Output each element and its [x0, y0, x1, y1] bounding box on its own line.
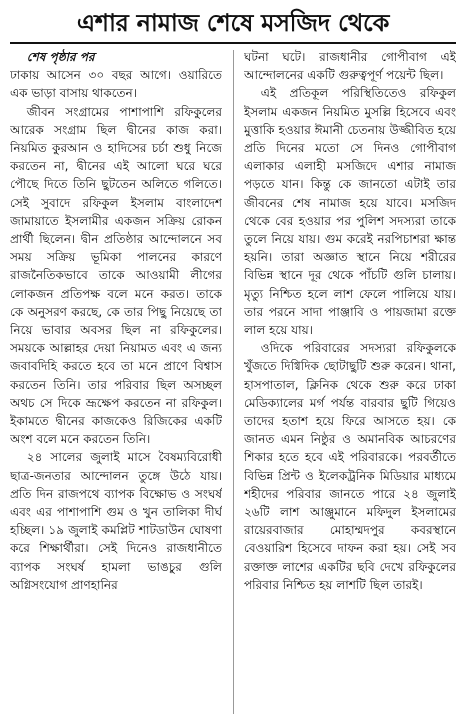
headline: এশার নামাজ শেষে মসজিদ থেকে [76, 9, 390, 37]
paragraph: এই প্রতিকূল পরিস্থিতিতেও রফিকুল ইসলাম একজন নিয়মিত মুসল্লি হিসেবে এবং মুত্তাকি হওয়ার ঈমানী চেতনায় উজ্জীবিত হয়ে প্রতি দিনের মতো সে দিনও গোপীবাগ এলাকার এলাহী মসজিদে এশার নামাজ পড়তে যান। কিন্তু কে জানতো এটাই তার জীবনের শেষ নামাজ হয়ে যাবে। মসজিদ থেকে বের হওয়ার পর পুলিশ সদস্যরা তাকে তুলে নিয়ে যায়। গুম করেই নরপিচাশরা ক্ষান্ত হয়নি। তারা অজ্ঞাত স্থানে নিয়ে শরীরের বিভিন্ন স্থানে দূর থেকে পাঁচটি গুলি চালায়। মৃত্যু নিশ্চিত হলে লাশ ফেলে পালিয়ে যায়। তার পরনে সাদা পাঞ্জাবি ও পায়জামা রক্তে লাল হয়ে যায়। [244, 86, 456, 338]
paragraph: ঢাকায় আসেন ৩০ বছর আগে। ওয়ারিতে এক ভাড়া বাসায় থাকতেন। [10, 68, 222, 101]
paragraph: জীবন সংগ্রামের পাশাপাশি রফিকুলের আরেক সংগ্রাম ছিল দ্বীনের কাজ করা। নিয়মিত কুরআন ও হাদিসের চর্চা শুধু নিজে করতেন না, দ্বীনের এই আলো ঘরে ঘরে পৌছে দিতে তিনি ছুটতেন অলিতে গলিতে। সেই সুবাদে রফিকুল ইসলাম বাংলাদেশ জামায়াতে ইসলামীর একজন সক্রিয় রোকন প্রার্থী ছিলেন। দ্বীন প্রতিষ্ঠার আন্দোলনে সব সময় সক্রিয় ভূমিকা পালনের কারণে রাজনৈতিকভাবে তাকে আওয়ামী লীগের লোকজন প্রতিপক্ষ বলে মনে করত। তাকে কে অনুসরণ করছে, কে তার পিছু নিয়েছে তা নিয়ে ভাবার অবসর ছিল না রফিকুলের। সময়কে আল্লাহর দেয়া নিয়ামত এবং এ জন্য জবাবদিহি করতে হবে তা মনে প্রাণে বিশ্বাস করতেন তিনি। তার পরিবার ছিল অসচ্ছল অথচ সে দিকে ভ্রূক্ষেপ করতেন না রফিকুল। ইকামতে দ্বীনের কাজকেও রিজিকের একটি অংশ বলে মনে করতেন তিনি। [10, 104, 222, 447]
headline-rule [10, 42, 456, 44]
paragraph: ঘটনা ঘটে। রাজধানীর গোপীবাগ এই আন্দোলনের একটি গুরুত্বপূর্ণ পয়েন্ট ছিল। [244, 50, 456, 83]
kicker: শেষ পৃষ্ঠার পর [26, 50, 95, 64]
column-divider [233, 50, 234, 714]
paragraph: ওদিকে পরিবারের সদস্যরা রফিকুলকে খুঁজতে দিগ্বিদিক ছোটাছুটি শুরু করেন। থানা, হাসপাতাল, ক্লিনিক থেকে শুরু করে ঢাকা মেডিক্যালের মর্গ পর্যন্ত বারবার ছুটি গিয়েও তাদের হতাশ হয়ে ফিরে আসতে হয়। কে জানত এমন নিষ্ঠুর ও অমানবিক আচরণের শিকার হতে হবে এই পরিবারকে। পরবর্তীতে বিভিন্ন প্রিন্ট ও ইলেকট্রনিক মিডিয়ার মাধ্যমে শহীদের পরিবার জানতে পারে ২৪ জুলাই ২৬টি লাশ আঞ্জুমানে মফিদুল ইসলামের রায়েরবাজার মোহাম্মদপুর কবরস্থানে বেওয়ারিশ হিসেবে দাফন করা হয়। সেই সব রক্তাক্ত লাশের একটির ছবি দেখে রফিকুলের পরিবার নিশ্চিত হয় লাশটি ছিল তারই। [244, 341, 456, 592]
paragraph: ২৪ সালের জুলাই মাসে বৈষম্যবিরোধী ছাত্র-জনতার আন্দোলন তুঙ্গে উঠে যায়। প্রতি দিন রাজপথে ব্যাপক বিক্ষোভ ও সংঘর্ষ এবং এর পাশাপাশি গুম ও খুন তালিকা দীর্ঘ হচ্ছিল। ১৯ জুলাই কমপ্লিট শাটডাউন ঘোষণা করে শিক্ষার্থীরা। সেই দিনেও রাজধানীতে ব্যাপক সংঘর্ষ হামলা ভাঙচুর গুলি অগ্নিসংযোগ প্রাণহানির [10, 450, 222, 592]
left-column [10, 48, 222, 716]
right-column [244, 48, 456, 716]
